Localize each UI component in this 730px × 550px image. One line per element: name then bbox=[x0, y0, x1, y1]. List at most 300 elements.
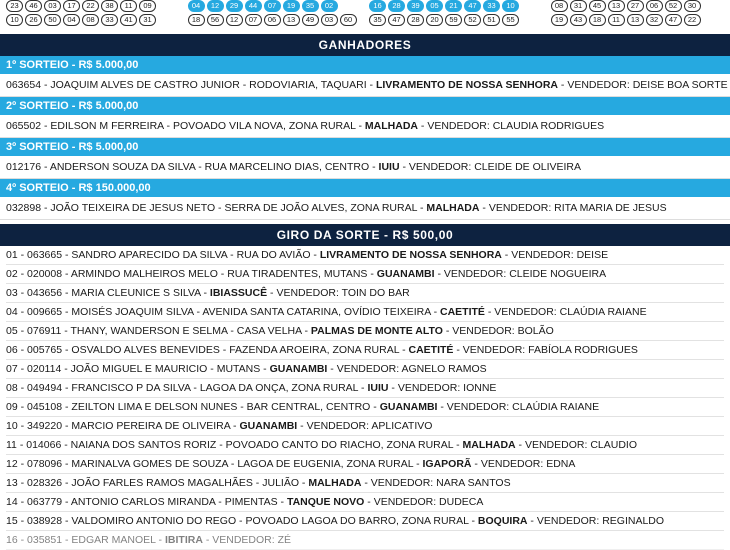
number-ball: 10 bbox=[6, 14, 23, 26]
seller-label: VENDEDOR: bbox=[212, 534, 278, 546]
winner-row bbox=[0, 156, 730, 179]
number-grid-row bbox=[188, 14, 362, 26]
winner-address: RUA MARCELINO DIAS, CENTRO bbox=[204, 161, 370, 173]
winner-ticket: 032898 bbox=[6, 202, 42, 214]
number-ball: 05 bbox=[426, 0, 443, 12]
giro-position: 04 bbox=[6, 306, 18, 318]
number-ball: 55 bbox=[502, 14, 519, 26]
giro-row bbox=[6, 284, 724, 303]
seller-label: VENDEDOR: bbox=[488, 202, 555, 214]
giro-row bbox=[6, 512, 724, 531]
separator: - bbox=[437, 401, 447, 413]
giro-name: MARIA CLEUNICE S SILVA bbox=[71, 287, 201, 299]
separator: - bbox=[17, 287, 28, 299]
number-ball: 23 bbox=[6, 0, 23, 12]
separator: - bbox=[216, 439, 226, 451]
number-ball: 28 bbox=[407, 14, 424, 26]
giro-list bbox=[0, 246, 730, 550]
number-ball: 07 bbox=[264, 0, 281, 12]
winner-row bbox=[0, 197, 730, 220]
separator: - bbox=[215, 496, 225, 508]
giro-name: NAIANA DOS SANTOS RORIZ bbox=[70, 439, 217, 451]
separator: - bbox=[399, 344, 409, 356]
separator: - bbox=[484, 306, 495, 318]
seller-label: VENDEDOR: bbox=[480, 458, 547, 470]
giro-address: AVENIDA SANTA CATARINA, OVÍDIO TEIXEIRA bbox=[202, 306, 431, 318]
separator: - bbox=[418, 120, 428, 132]
number-ball: 02 bbox=[321, 0, 338, 12]
separator: - bbox=[215, 202, 225, 214]
winner-city: IUIU bbox=[378, 161, 400, 173]
seller-name: NARA SANTOS bbox=[436, 477, 511, 489]
separator: - bbox=[62, 344, 72, 356]
separator: - bbox=[369, 161, 379, 173]
separator: - bbox=[62, 249, 72, 261]
separator: - bbox=[366, 79, 376, 91]
separator: - bbox=[61, 439, 71, 451]
seller-name: BOLÃO bbox=[517, 325, 554, 337]
separator: - bbox=[527, 515, 537, 527]
separator: - bbox=[62, 420, 72, 432]
seller-label: VENDEDOR: bbox=[452, 325, 518, 337]
separator: - bbox=[471, 458, 481, 470]
number-grid bbox=[188, 0, 362, 26]
seller-label: VENDEDOR: bbox=[524, 439, 591, 451]
separator: - bbox=[367, 268, 377, 280]
seller-name: RITA MARIA DE JESUS bbox=[554, 202, 667, 214]
giro-position: 03 bbox=[6, 287, 18, 299]
giro-row bbox=[6, 398, 724, 417]
giro-row bbox=[6, 417, 724, 436]
separator: - bbox=[200, 287, 210, 299]
number-ball: 03 bbox=[44, 0, 61, 12]
giro-address: LAGOA DA ONÇA, ZONA RURAL bbox=[199, 382, 359, 394]
separator: - bbox=[17, 477, 28, 489]
number-ball: 47 bbox=[464, 0, 481, 12]
separator: - bbox=[442, 325, 453, 337]
giro-ticket: 078096 bbox=[27, 458, 63, 470]
ganhadores-header: GANHADORES bbox=[0, 34, 730, 56]
seller-label: VENDEDOR: bbox=[446, 401, 513, 413]
separator: - bbox=[388, 382, 398, 394]
separator: - bbox=[227, 325, 237, 337]
separator: - bbox=[17, 344, 28, 356]
number-ball: 44 bbox=[245, 0, 262, 12]
winner-row bbox=[0, 115, 730, 138]
number-ball: 10 bbox=[502, 0, 519, 12]
number-ball: 30 bbox=[684, 0, 701, 12]
separator: - bbox=[17, 325, 28, 337]
number-grid-row bbox=[551, 0, 725, 12]
giro-position: 16 bbox=[6, 534, 18, 546]
number-ball: 47 bbox=[665, 14, 682, 26]
number-grid bbox=[6, 0, 180, 26]
giro-ticket: 076911 bbox=[27, 325, 62, 337]
separator: - bbox=[62, 401, 72, 413]
seller-label: VENDEDOR: bbox=[427, 120, 493, 132]
seller-label: VENDEDOR: bbox=[370, 477, 437, 489]
separator: - bbox=[41, 120, 51, 132]
seller-label: VENDEDOR: bbox=[306, 420, 372, 432]
sorteio-bar: 4º SORTEIO - R$ 150.000,00 bbox=[0, 179, 730, 197]
giro-ticket: 049494 bbox=[27, 382, 63, 394]
separator: - bbox=[202, 534, 213, 546]
number-ball: 19 bbox=[551, 14, 568, 26]
number-ball: 31 bbox=[139, 14, 156, 26]
giro-ticket: 009665 bbox=[27, 306, 63, 318]
seller-name: CLAÚDIA RAIANE bbox=[512, 401, 600, 413]
number-ball: 06 bbox=[646, 0, 663, 12]
giro-name: THANY, WANDERSON E SELMA bbox=[70, 325, 228, 337]
seller-label: VENDEDOR: bbox=[462, 344, 529, 356]
giro-city: GUANAMBI bbox=[376, 268, 435, 280]
seller-name: DEISE BOA SORTE bbox=[632, 79, 728, 91]
number-ball: 19 bbox=[283, 0, 300, 12]
separator: - bbox=[430, 306, 441, 318]
separator: - bbox=[17, 420, 28, 432]
number-ball: 16 bbox=[369, 0, 386, 12]
winner-name: EDILSON M FERREIRA bbox=[50, 120, 164, 132]
giro-position: 05 bbox=[6, 325, 18, 337]
separator: - bbox=[155, 534, 165, 546]
number-ball: 11 bbox=[608, 14, 625, 26]
separator: - bbox=[17, 268, 28, 280]
giro-name: VALDOMIRO ANTONIO DO REGO bbox=[71, 515, 237, 527]
number-ball: 18 bbox=[589, 14, 606, 26]
giro-header: GIRO DA SORTE - R$ 500,00 bbox=[0, 224, 730, 246]
winner-address: SERRA DE JOÃO ALVES, ZONA RURAL bbox=[224, 202, 418, 214]
sorteio-bar: 2º SORTEIO - R$ 5.000,00 bbox=[0, 97, 730, 115]
separator: - bbox=[195, 161, 205, 173]
giro-row bbox=[6, 303, 724, 322]
separator: - bbox=[217, 268, 228, 280]
number-ball: 17 bbox=[63, 0, 80, 12]
number-ball: 52 bbox=[464, 14, 481, 26]
seller-name: CLAUDIA RODRIGUES bbox=[492, 120, 605, 132]
giro-city: CAETITÉ bbox=[440, 306, 485, 318]
number-ball: 22 bbox=[684, 14, 701, 26]
seller-name: CLAÚDIA RAIANE bbox=[559, 306, 647, 318]
seller-name: REGINALDO bbox=[602, 515, 665, 527]
separator: - bbox=[479, 202, 489, 214]
separator: - bbox=[17, 382, 28, 394]
giro-address: MUTANS bbox=[216, 363, 261, 375]
separator: - bbox=[17, 515, 28, 527]
winner-name: JOÃO TEIXEIRA DE JESUS NETO bbox=[50, 202, 216, 214]
separator: - bbox=[327, 363, 337, 375]
separator: - bbox=[310, 249, 320, 261]
separator: - bbox=[61, 363, 71, 375]
number-grid-row bbox=[551, 14, 725, 26]
giro-row bbox=[6, 531, 724, 550]
giro-city: MALHADA bbox=[308, 477, 362, 489]
separator: - bbox=[227, 458, 238, 470]
number-ball: 03 bbox=[321, 14, 338, 26]
giro-position: 01 bbox=[6, 249, 18, 261]
separator: - bbox=[239, 79, 250, 91]
giro-name: MOISÉS JOAQUIM SILVA bbox=[71, 306, 194, 318]
number-ball: 08 bbox=[82, 14, 99, 26]
number-ball: 56 bbox=[207, 14, 224, 26]
giro-address: RUA DO AVIÃO bbox=[236, 249, 311, 261]
number-ball: 13 bbox=[283, 14, 300, 26]
number-ball: 51 bbox=[483, 14, 500, 26]
number-ball: 35 bbox=[302, 0, 319, 12]
number-grid bbox=[551, 0, 725, 26]
giro-position: 14 bbox=[6, 496, 18, 508]
separator: - bbox=[62, 287, 72, 299]
giro-address: JULIÃO bbox=[262, 477, 299, 489]
giro-city: IBITIRA bbox=[164, 534, 203, 546]
giro-address: FAZENDA AROEIRA, ZONA RURAL bbox=[229, 344, 400, 356]
winner-ticket: 065502 bbox=[6, 120, 42, 132]
separator: - bbox=[17, 458, 28, 470]
number-ball: 60 bbox=[340, 14, 357, 26]
number-grid-row bbox=[369, 0, 543, 12]
separator: - bbox=[252, 477, 263, 489]
seller-name: CLEIDE NOGUEIRA bbox=[509, 268, 607, 280]
separator: - bbox=[62, 382, 72, 394]
separator: - bbox=[399, 161, 409, 173]
giro-position: 08 bbox=[6, 382, 18, 394]
giro-ticket: 063665 bbox=[27, 249, 63, 261]
winner-address: POVOADO VILA NOVA, ZONA RURAL bbox=[172, 120, 356, 132]
number-ball: 32 bbox=[646, 14, 663, 26]
separator: - bbox=[358, 382, 368, 394]
separator: - bbox=[62, 496, 71, 508]
giro-name: FRANCISCO P DA SILVA bbox=[71, 382, 191, 394]
number-grid-row bbox=[369, 14, 543, 26]
separator: - bbox=[17, 496, 28, 508]
giro-position: 07 bbox=[6, 363, 18, 375]
number-ball: 33 bbox=[101, 14, 118, 26]
separator: - bbox=[62, 477, 72, 489]
winner-ticket: 063654 bbox=[6, 79, 42, 91]
separator: - bbox=[355, 120, 365, 132]
giro-ticket: 020114 bbox=[27, 363, 62, 375]
number-ball: 21 bbox=[445, 0, 462, 12]
giro-city: GUANAMBI bbox=[239, 420, 298, 432]
separator: - bbox=[41, 161, 50, 173]
number-grid-row bbox=[6, 0, 180, 12]
giro-ticket: 045108 bbox=[27, 401, 63, 413]
separator: - bbox=[62, 515, 72, 527]
separator: - bbox=[297, 420, 307, 432]
separator: - bbox=[237, 401, 247, 413]
number-ball: 38 bbox=[101, 0, 118, 12]
seller-label: VENDEDOR: bbox=[276, 287, 342, 299]
number-ball: 12 bbox=[207, 0, 224, 12]
number-ball: 11 bbox=[120, 0, 137, 12]
giro-name: OSVALDO ALVES BENEVIDES bbox=[71, 344, 220, 356]
giro-address: POVOADO LAGOA DO BARRO, ZONA RURAL bbox=[245, 515, 469, 527]
winner-address: RODOVIARIA, TAQUARI bbox=[249, 79, 367, 91]
separator: - bbox=[468, 515, 478, 527]
separator: - bbox=[417, 202, 427, 214]
number-grid bbox=[369, 0, 543, 26]
seller-name: ZÉ bbox=[277, 534, 292, 546]
number-grid-row bbox=[6, 14, 180, 26]
seller-label: VENDEDOR: bbox=[567, 79, 633, 91]
number-grid-row bbox=[188, 0, 362, 12]
giro-row bbox=[6, 455, 724, 474]
number-ball: 43 bbox=[570, 14, 587, 26]
separator: - bbox=[299, 477, 309, 489]
giro-position: 09 bbox=[6, 401, 18, 413]
separator: - bbox=[260, 363, 270, 375]
winner-ticket: 012176 bbox=[6, 161, 42, 173]
seller-label: VENDEDOR: bbox=[536, 515, 603, 527]
giro-address: POVOADO CANTO DO RIACHO, ZONA RURAL bbox=[225, 439, 454, 451]
winner-city: MALHADA bbox=[364, 120, 418, 132]
giro-position: 12 bbox=[6, 458, 18, 470]
giro-position: 15 bbox=[6, 515, 18, 527]
separator: - bbox=[62, 268, 71, 280]
number-ball: 49 bbox=[302, 14, 319, 26]
giro-city: TANQUE NOVO bbox=[286, 496, 365, 508]
separator: - bbox=[501, 249, 512, 261]
giro-row bbox=[6, 322, 724, 341]
separator: - bbox=[370, 401, 380, 413]
seller-label: VENDEDOR: bbox=[511, 249, 577, 261]
giro-name: ZEILTON LIMA E DELSON NUNES bbox=[71, 401, 238, 413]
seller-label: VENDEDOR: bbox=[397, 382, 464, 394]
separator: - bbox=[190, 382, 200, 394]
giro-position: 02 bbox=[6, 268, 18, 280]
number-ball: 06 bbox=[264, 14, 281, 26]
giro-city: MALHADA bbox=[462, 439, 516, 451]
giro-name: MARINALVA GOMES DE SOUZA bbox=[71, 458, 228, 470]
sorteio-bar: 1º SORTEIO - R$ 5.000,00 bbox=[0, 56, 730, 74]
giro-address: PIMENTAS bbox=[224, 496, 278, 508]
giro-name: ARMINDO MALHEIROS MELO bbox=[70, 268, 218, 280]
seller-name: TOIN DO BAR bbox=[341, 287, 410, 299]
giro-ticket: 035851 bbox=[27, 534, 63, 546]
seller-label: VENDEDOR: bbox=[494, 306, 560, 318]
separator: - bbox=[41, 79, 51, 91]
number-ball: 41 bbox=[120, 14, 137, 26]
number-ball: 31 bbox=[570, 0, 587, 12]
number-ball: 12 bbox=[226, 14, 243, 26]
seller-name: DEISE bbox=[576, 249, 609, 261]
number-ball: 27 bbox=[627, 0, 644, 12]
seller-name: CLEIDE DE OLIVEIRA bbox=[474, 161, 582, 173]
sorteio-bar: 3º SORTEIO - R$ 5.000,00 bbox=[0, 138, 730, 156]
separator: - bbox=[301, 325, 311, 337]
seller-label: VENDEDOR: bbox=[373, 496, 440, 508]
seller-name: EDNA bbox=[546, 458, 576, 470]
separator: - bbox=[515, 439, 525, 451]
giro-address: CASA VELHA bbox=[236, 325, 302, 337]
separator: - bbox=[277, 496, 287, 508]
number-ball: 29 bbox=[226, 0, 243, 12]
giro-city: GUANAMBI bbox=[269, 363, 328, 375]
separator: - bbox=[193, 306, 203, 318]
giro-name: JOÃO MIGUEL E MAURICIO bbox=[70, 363, 208, 375]
giro-row bbox=[6, 436, 724, 455]
seller-name: DUDECA bbox=[439, 496, 484, 508]
number-ball: 09 bbox=[139, 0, 156, 12]
number-ball: 04 bbox=[63, 14, 80, 26]
number-ball: 46 bbox=[25, 0, 42, 12]
separator: - bbox=[361, 477, 371, 489]
separator: - bbox=[230, 420, 240, 432]
giro-row bbox=[6, 246, 724, 265]
giro-address: LAGOA DE EUGENIA, ZONA RURAL bbox=[237, 458, 414, 470]
number-ball: 50 bbox=[44, 14, 61, 26]
seller-label: VENDEDOR: bbox=[443, 268, 510, 280]
number-ball: 28 bbox=[388, 0, 405, 12]
seller-name: AGNELO RAMOS bbox=[401, 363, 487, 375]
number-ball: 35 bbox=[369, 14, 386, 26]
number-ball: 59 bbox=[445, 14, 462, 26]
giro-row bbox=[6, 265, 724, 284]
separator: - bbox=[17, 363, 28, 375]
giro-ticket: 014066 bbox=[26, 439, 62, 451]
winner-row bbox=[0, 74, 730, 97]
giro-address: BAR CENTRAL, CENTRO bbox=[246, 401, 371, 413]
separator: - bbox=[17, 306, 28, 318]
giro-ticket: 028326 bbox=[27, 477, 63, 489]
giro-row bbox=[6, 474, 724, 493]
seller-name: APLICATIVO bbox=[371, 420, 433, 432]
giro-city: BOQUIRA bbox=[477, 515, 528, 527]
number-ball: 33 bbox=[483, 0, 500, 12]
separator: - bbox=[207, 363, 217, 375]
separator: - bbox=[453, 344, 463, 356]
number-ball: 52 bbox=[665, 0, 682, 12]
separator: - bbox=[62, 306, 72, 318]
separator: - bbox=[17, 249, 28, 261]
giro-city: LIVRAMENTO DE NOSSA SENHORA bbox=[319, 249, 502, 261]
separator: - bbox=[16, 439, 27, 451]
giro-position: 11 bbox=[6, 439, 17, 451]
winner-name: ANDERSON SOUZA DA SILVA bbox=[49, 161, 196, 173]
separator: - bbox=[227, 249, 237, 261]
giro-position: 06 bbox=[6, 344, 18, 356]
number-ball: 07 bbox=[245, 14, 262, 26]
giro-ticket: 005765 bbox=[27, 344, 63, 356]
separator: - bbox=[62, 458, 72, 470]
giro-row bbox=[6, 493, 724, 512]
separator: - bbox=[163, 120, 173, 132]
separator: - bbox=[17, 401, 28, 413]
number-ball: 45 bbox=[589, 0, 606, 12]
giro-name: EDGAR MANOEL bbox=[71, 534, 156, 546]
giro-name: SANDRO APARECIDO DA SILVA bbox=[71, 249, 228, 261]
giro-ticket: 043656 bbox=[27, 287, 63, 299]
number-ball: 39 bbox=[407, 0, 424, 12]
giro-city: GUANAMBI bbox=[379, 401, 438, 413]
seller-label: VENDEDOR: bbox=[408, 161, 475, 173]
seller-name: CLAUDIO bbox=[590, 439, 637, 451]
number-ball: 18 bbox=[188, 14, 205, 26]
giro-name: MARCIO PEREIRA DE OLIVEIRA bbox=[71, 420, 231, 432]
separator: - bbox=[434, 268, 444, 280]
separator: - bbox=[219, 344, 230, 356]
giro-city: IGAPORÃ bbox=[422, 458, 472, 470]
winner-city: MALHADA bbox=[426, 202, 480, 214]
separator: - bbox=[558, 79, 568, 91]
giro-row bbox=[6, 360, 724, 379]
giro-ticket: 038928 bbox=[27, 515, 63, 527]
giro-city: IBIASSUCÊ bbox=[209, 287, 268, 299]
winner-city: LIVRAMENTO DE NOSSA SENHORA bbox=[375, 79, 558, 91]
seller-label: VENDEDOR: bbox=[336, 363, 402, 375]
giro-ticket: 349220 bbox=[27, 420, 63, 432]
separator: - bbox=[364, 496, 374, 508]
giro-name: ANTONIO CARLOS MIRANDA bbox=[70, 496, 216, 508]
